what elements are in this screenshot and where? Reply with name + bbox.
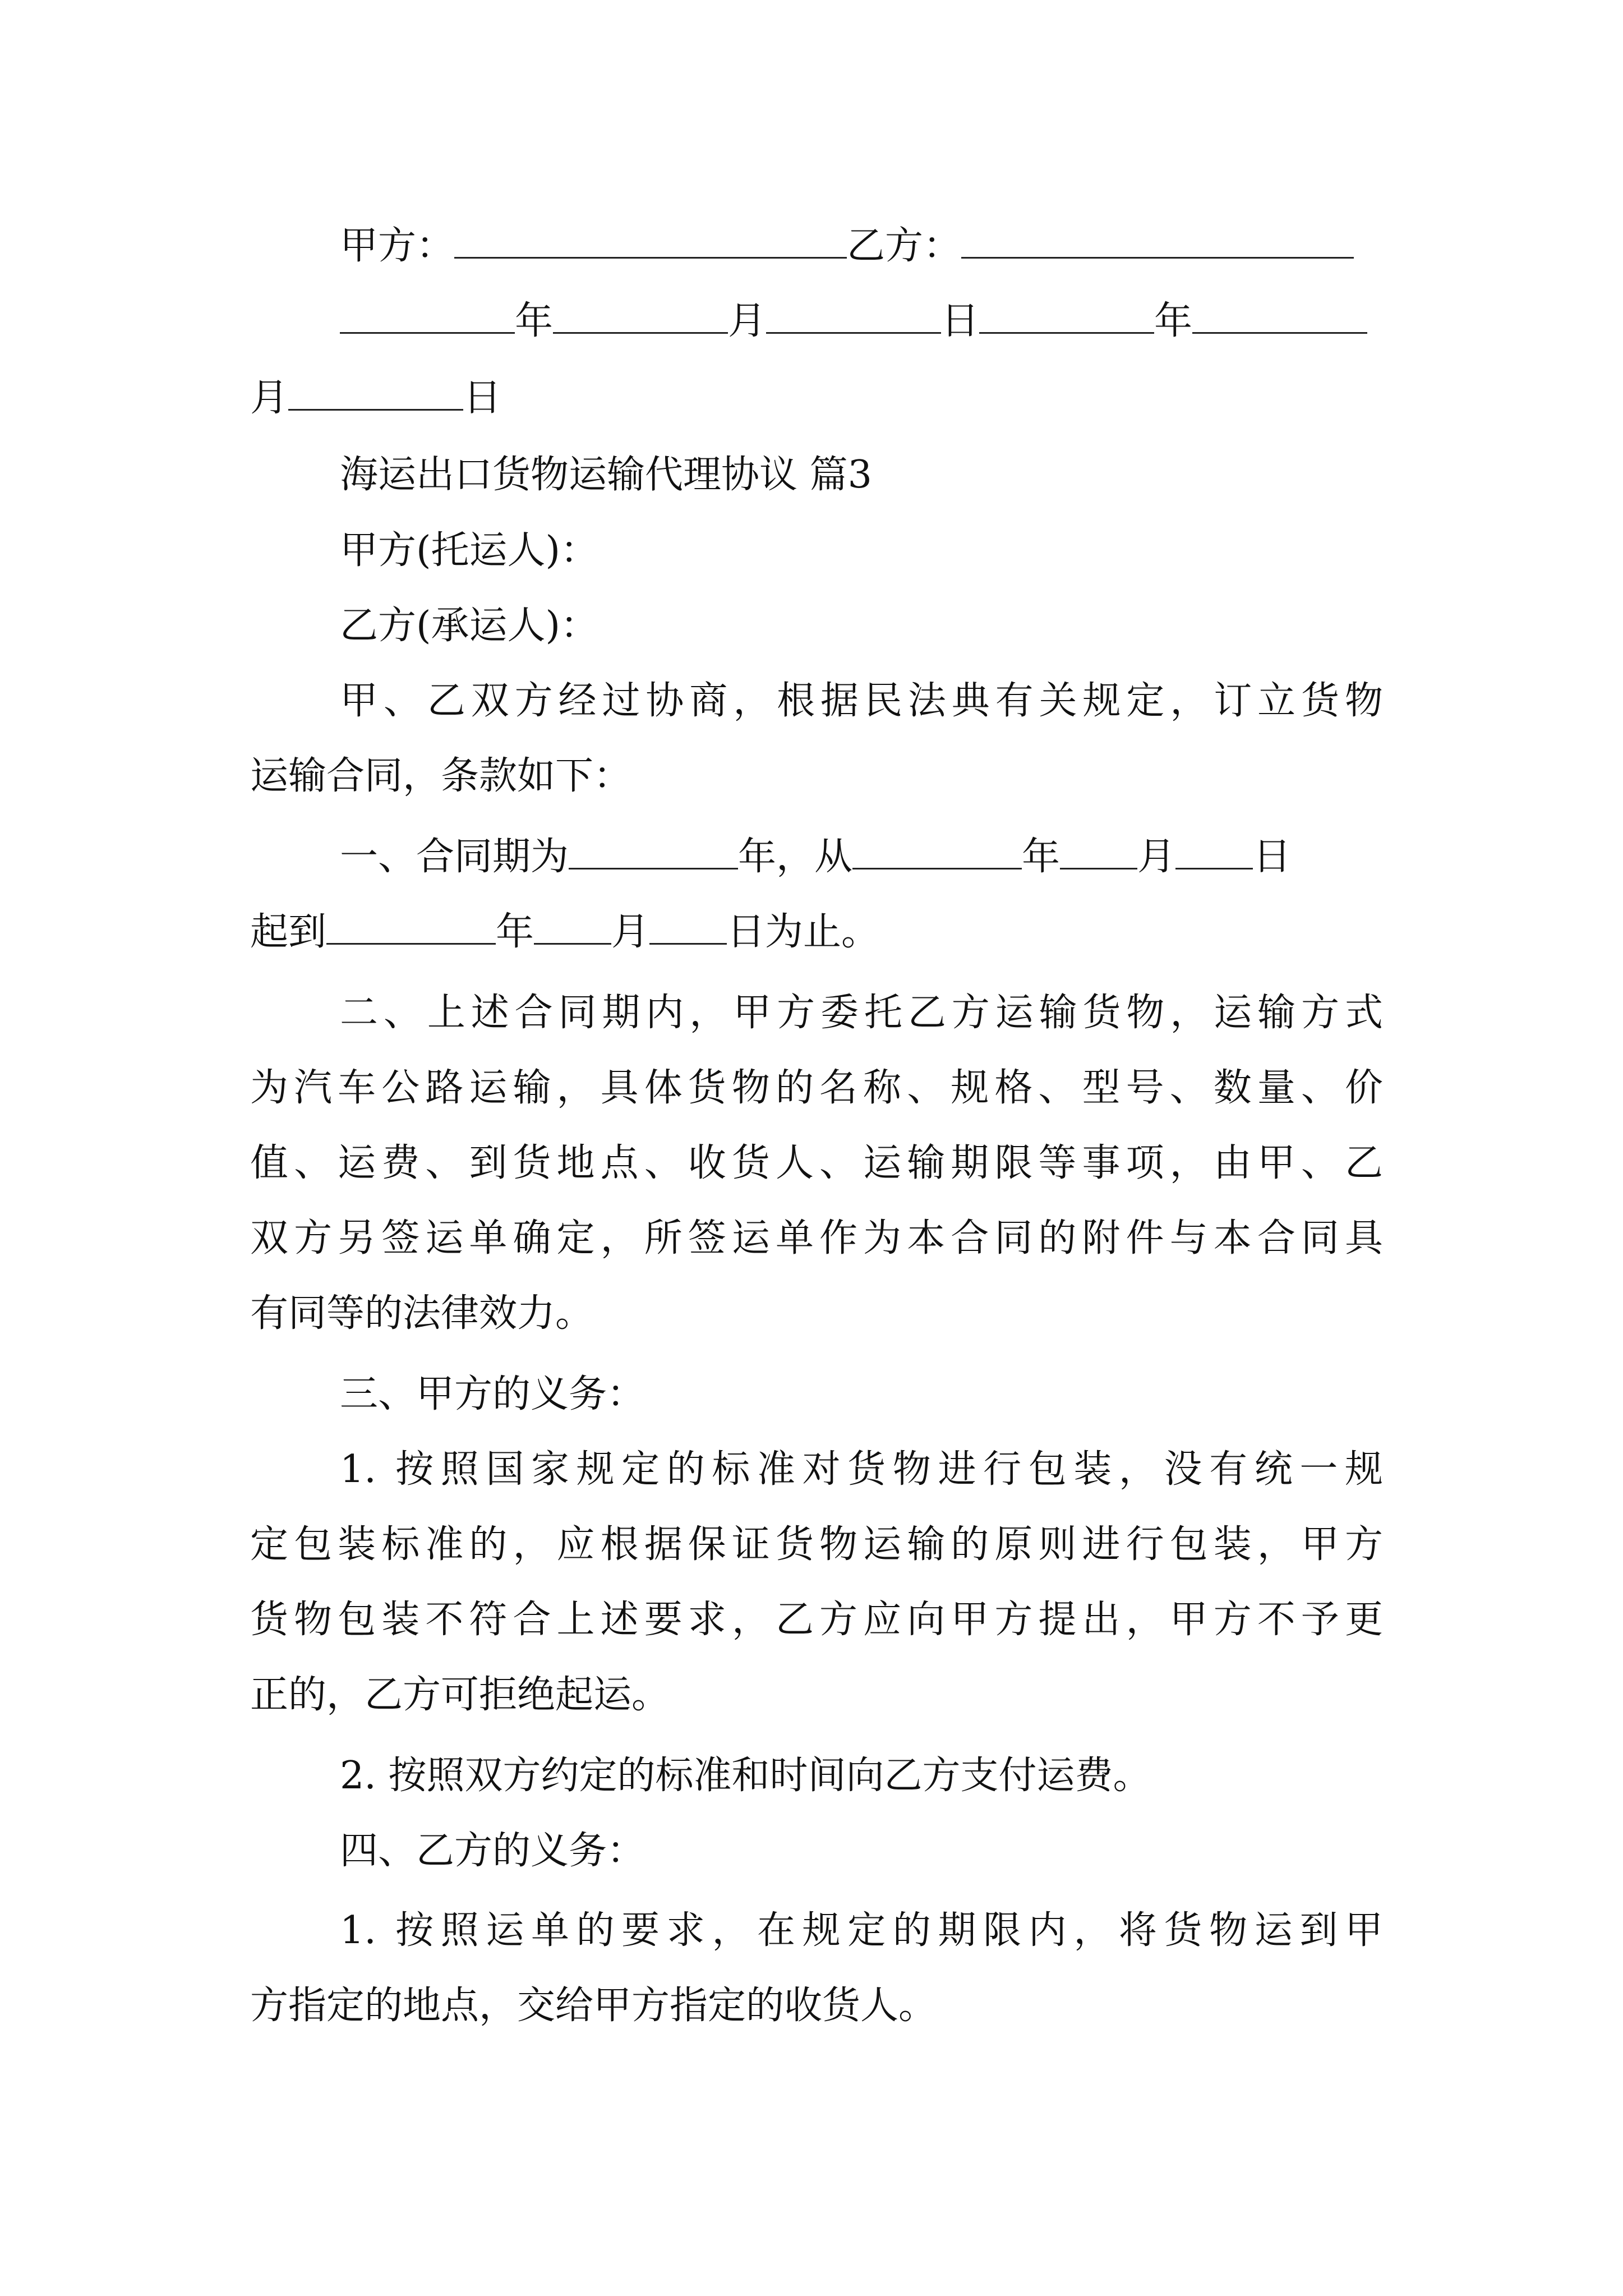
party-b-blank	[961, 221, 1354, 259]
party-b-label: 乙方：	[847, 224, 962, 268]
clause2-line: 为汽车公路运输，具体货物的名称、规格、型号、数量、价	[250, 1066, 1383, 1110]
term-year-from: 年，从	[738, 835, 853, 879]
year-blank	[979, 296, 1154, 334]
month-label: 月	[250, 376, 289, 420]
day-blank	[288, 373, 463, 411]
term-years-blank	[569, 832, 738, 869]
start-day-blank	[1175, 832, 1253, 869]
term-start: 起到	[250, 910, 327, 954]
clause4-item1-line: 1. 按照运单的要求，在规定的期限内，将货物运到甲	[340, 1908, 1383, 1953]
party-a-line: 甲方(托运人)：	[340, 528, 599, 573]
clause2-line: 二、上述合同期内，甲方委托乙方运输货物，运输方式	[340, 991, 1383, 1035]
year-blank	[340, 296, 515, 334]
day-label: 日	[463, 376, 502, 420]
clause3-heading: 三、甲方的义务：	[340, 1372, 645, 1416]
clause3-item1-line: 定包装标准的，应根据保证货物运输的原则进行包装，甲方	[250, 1522, 1383, 1567]
clause4-heading: 四、乙方的义务：	[340, 1829, 645, 1873]
clause2-line: 有同等的法律效力。	[250, 1291, 594, 1336]
day-blank	[766, 296, 941, 334]
party-a-blank	[454, 221, 847, 259]
signature-line-dates	[250, 293, 1383, 349]
intro-paragraph-line: 甲、乙双方经过协商，根据民法典有关规定，订立货物	[340, 679, 1383, 723]
clause3-item1-line: 1. 按照国家规定的标准对货物进行包装，没有统一规	[340, 1447, 1383, 1492]
day-label: 日	[1253, 835, 1292, 879]
month-label: 月	[611, 910, 650, 954]
intro-paragraph-line: 运输合同，条款如下：	[250, 754, 632, 798]
clause3-item1-line: 货物包装不符合上述要求，乙方应向甲方提出，甲方不予更	[250, 1598, 1383, 1642]
year-label: 年	[515, 299, 554, 343]
section-title: 海运出口货物运输代理协议 篇3	[340, 453, 872, 497]
term-prefix: 一、合同期为	[340, 835, 569, 879]
party-b-line: 乙方(承运人)：	[340, 604, 599, 648]
end-month-blank	[534, 907, 611, 945]
clause4-item1-line: 方指定的地点，交给甲方指定的收货人。	[250, 1984, 937, 2028]
year-label: 年	[1022, 835, 1061, 879]
term-line	[250, 829, 1383, 885]
start-year-blank	[852, 832, 1022, 869]
year-label: 年	[1154, 299, 1193, 343]
term-end: 日为止。	[727, 910, 880, 954]
clause3-item2: 2. 按照双方约定的标准和时间向乙方支付运费。	[340, 1754, 1151, 1798]
month-label: 月	[728, 299, 767, 343]
signature-line-parties	[250, 218, 1383, 274]
month-blank	[553, 296, 728, 334]
signature-line-dates-cont	[250, 370, 1383, 426]
year-label: 年	[496, 910, 534, 954]
month-label: 月	[1137, 835, 1176, 879]
clause3-item1-line: 正的，乙方可拒绝起运。	[250, 1673, 670, 1717]
end-year-blank	[326, 907, 496, 945]
day-label: 日	[941, 299, 980, 343]
clause2-line: 值、运费、到货地点、收货人、运输期限等事项，由甲、乙	[250, 1141, 1383, 1185]
party-a-label: 甲方：	[340, 224, 455, 268]
start-month-blank	[1060, 832, 1137, 869]
end-day-blank	[649, 907, 727, 945]
month-blank	[1192, 296, 1367, 334]
term-line-cont	[250, 904, 1383, 960]
clause2-line: 双方另签运单确定，所签运单作为本合同的附件与本合同具	[250, 1216, 1383, 1260]
